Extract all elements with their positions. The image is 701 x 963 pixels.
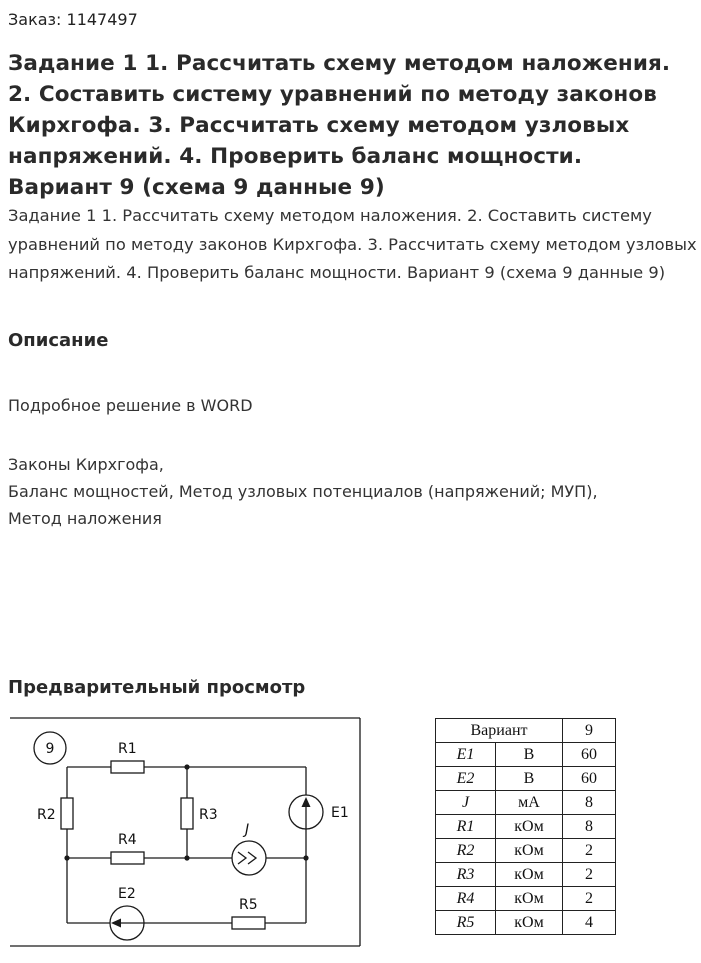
table-header-row — [436, 719, 616, 743]
resistor-r4 — [111, 852, 144, 864]
voltage-source-e2 — [110, 906, 144, 940]
resistor-r5 — [232, 917, 265, 929]
preview-heading: Предварительный просмотр — [8, 677, 306, 698]
keywords — [8, 451, 698, 532]
param-unit: В — [496, 767, 563, 791]
label-e1: E1 — [331, 805, 349, 821]
table-row — [436, 839, 616, 863]
param-value: 2 — [563, 887, 616, 911]
parameters-table — [435, 718, 616, 935]
header-value: 9 — [563, 719, 616, 743]
label-r4: R4 — [118, 832, 137, 848]
description-text: Подробное решение в WORD — [8, 396, 253, 415]
param-name: R1 — [436, 815, 496, 839]
label-e2: E2 — [118, 886, 136, 902]
param-value: 4 — [563, 911, 616, 935]
table-row — [436, 743, 616, 767]
param-name: J — [436, 791, 496, 815]
param-name: R4 — [436, 887, 496, 911]
keyword-line: Законы Кирхгофа, — [8, 455, 164, 474]
table-row — [436, 767, 616, 791]
param-value: 60 — [563, 767, 616, 791]
junction-dot — [303, 855, 308, 860]
label-r1: R1 — [118, 741, 137, 757]
param-unit: кОм — [496, 911, 563, 935]
keyword-line: Метод наложения — [8, 509, 162, 528]
page-title: Задание 1 1. Рассчитать схему методом наложения. 2. Составить систему уравнений по методу законов Кирхгофа. 3. Рассчитать схему методом узловых напряжений. 4. Проверить баланс мощности. Вариант 9 (схема 9 данные 9) — [8, 51, 671, 200]
param-value: 2 — [563, 839, 616, 863]
param-name: R3 — [436, 863, 496, 887]
param-name: E1 — [436, 743, 496, 767]
param-unit: мА — [496, 791, 563, 815]
order-number: Заказ: 1147497 — [8, 10, 138, 29]
param-name: R2 — [436, 839, 496, 863]
param-unit: В — [496, 743, 563, 767]
label-j: J — [245, 822, 250, 838]
variant-number: 9 — [45, 741, 55, 757]
table-row — [436, 815, 616, 839]
param-unit: кОм — [496, 815, 563, 839]
param-unit: кОм — [496, 887, 563, 911]
param-unit: кОм — [496, 863, 563, 887]
param-name: R5 — [436, 911, 496, 935]
header-label: Вариант — [436, 719, 563, 743]
junction-dot — [64, 855, 69, 860]
param-unit: кОм — [496, 839, 563, 863]
param-value: 8 — [563, 815, 616, 839]
label-r2: R2 — [37, 807, 56, 823]
circuit-schematic — [10, 713, 366, 953]
resistor-r1 — [111, 761, 144, 773]
current-source-j — [232, 841, 266, 875]
param-value: 60 — [563, 743, 616, 767]
resistor-r2 — [61, 798, 73, 829]
table-row — [436, 791, 616, 815]
table-row — [436, 863, 616, 887]
junction-dot — [184, 764, 189, 769]
label-r5: R5 — [239, 897, 258, 913]
label-r3: R3 — [199, 807, 218, 823]
voltage-source-e1 — [289, 795, 323, 829]
resistor-r3 — [181, 798, 193, 829]
junction-dot — [184, 855, 189, 860]
task-summary: Задание 1 1. Рассчитать схему методом наложения. 2. Составить систему уравнений по методу законов Кирхгофа. 3. Рассчитать схему методом узловых напряжений. 4. Проверить баланс мощности. Вариант 9 (схема 9 данные 9) — [8, 206, 697, 282]
keyword-line: Баланс мощностей, Метод узловых потенциалов (напряжений; МУП), — [8, 482, 598, 501]
table-row — [436, 887, 616, 911]
param-value: 8 — [563, 791, 616, 815]
description-heading: Описание — [8, 330, 109, 351]
param-value: 2 — [563, 863, 616, 887]
param-name: E2 — [436, 767, 496, 791]
table-row — [436, 911, 616, 935]
